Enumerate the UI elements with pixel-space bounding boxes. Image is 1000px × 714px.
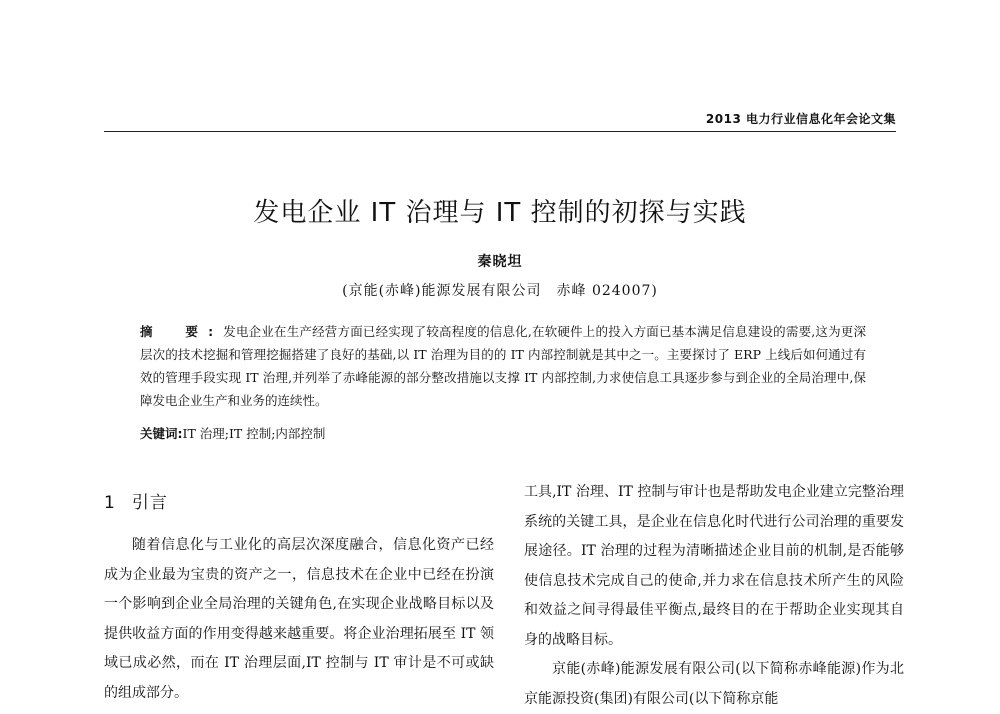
- body-paragraph: 随着信息化与工业化的高层次深度融合，信息化资产已经成为企业最为宝贵的资产之一，信息技术在企业中已经在扮演一个影响到企业全局治理的关键角色,在实现企业战略目标以及提供收益方面的作用变得越来越重要。将企业治理拓展至 IT 领域已成必然，而在 IT 治理层面,IT 控制与 IT 审计是不可或缺的组成部分。: [104, 537, 494, 701]
- paper-title: 发电企业 IT 治理与 IT 控制的初探与实践: [253, 198, 747, 228]
- paper-author: 秦晓坦: [477, 254, 523, 270]
- body-paragraph: 京能(赤峰)能源发展有限公司(以下简称赤峰能源)作为北京能源投资(集团)有限公司(以下简称京能: [524, 661, 904, 707]
- keywords-label: 关键词:: [140, 426, 183, 441]
- paper-affiliation: (京能(赤峰)能源发展有限公司 赤峰 024007): [342, 283, 658, 299]
- abstract: [140, 320, 866, 412]
- keywords-text: IT 治理;IT 控制;内部控制: [182, 426, 326, 441]
- header-rule: [104, 131, 896, 132]
- right-column: [524, 478, 904, 714]
- section-number: 1: [104, 493, 116, 513]
- keywords: [140, 422, 866, 445]
- section-title: 引言: [131, 493, 168, 513]
- abstract-text: 发电企业在生产经营方面已经实现了较高程度的信息化,在软硬件上的投入方面已基本满足信息建设的需要,这为更深层次的技术挖掘和管理挖掘搭建了良好的基础,以 IT 治理为目的的 IT 内部控制就是其中之一。主要探讨了 ERP 上线后如何通过有效的管理手段实现 IT 治理,并列举了赤峰能源的部分整改措施以支撑 IT 内部控制,力求使信息工具逐步参与到企业的全局治理中,保障发电企业生产和业务的连续性。: [140, 324, 866, 408]
- body-paragraph-continued: 工具,IT 治理、IT 控制与审计也是帮助发电企业建立完整治理系统的关键工具，是企业在信息化时代进行公司治理的重要发展途径。IT 治理的过程为清晰描述企业目前的机制,是否能够使信息技术完成自己的使命,并力求在信息技术所产生的风险和效益之间寻得最佳平衡点,最终目的在于帮助企业实现其自身的战略目标。: [524, 484, 904, 648]
- left-column: [104, 531, 494, 708]
- journal-header: 2013 电力行业信息化年会论文集: [705, 112, 896, 126]
- section-heading: [104, 488, 168, 513]
- abstract-label: 摘 要:: [140, 324, 224, 339]
